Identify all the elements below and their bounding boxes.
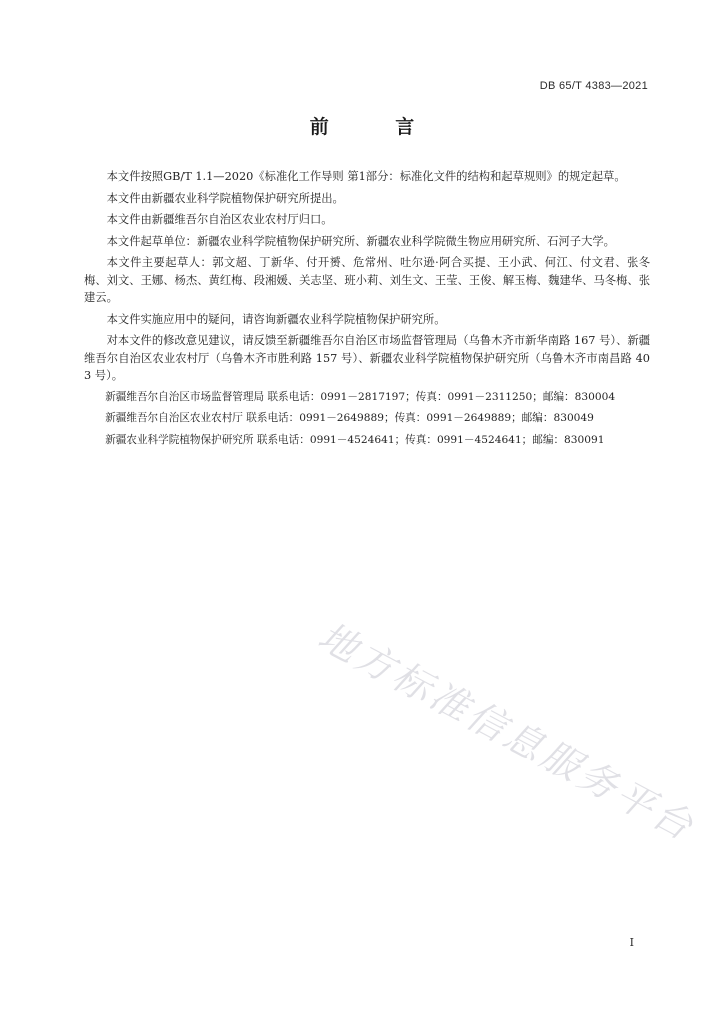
contact-line-agriculture-dept: 新疆维吾尔自治区农业农村厅 联系电话：0991－2649889；传真：0991－2649889；邮编：830049 (105, 412, 594, 424)
page-title: 前 言 (309, 116, 445, 138)
foreword-body (84, 168, 650, 453)
contact-line-market-bureau: 新疆维吾尔自治区市场监督管理局 联系电话：0991－2817197；传真：0991－2311250；邮编：830004 (105, 390, 616, 403)
paragraph-drafters: 本文件主要起草人：郭文超、丁新华、付开赟、危常州、吐尔逊·阿合买提、王小武、何江、付文君、张冬梅、刘文、王娜、杨杰、黄红梅、段湘媛、关志坚、班小莉、刘生文、王莹、王俊、解玉梅、魏建华、马冬梅、张建云。 (84, 256, 650, 304)
page-number: I (629, 936, 634, 949)
contact-line-plant-protection-institute: 新疆农业科学院植物保护研究所 联系电话：0991－4524641；传真：0991－4524641；邮编：830091 (105, 433, 605, 446)
paragraph-drafting-units: 本文件起草单位：新疆农业科学院植物保护研究所、新疆农业科学院微生物应用研究所、石河子大学。 (106, 234, 615, 248)
paragraph-feedback: 对本文件的修改意见建议，请反馈至新疆维吾尔自治区市场监督管理局（乌鲁木齐市新华南路 167 号）、新疆维吾尔自治区农业农村厅（乌鲁木齐市胜利路 157 号）、新疆农业科学院植物保护研究所（乌鲁木齐市南昌路 403 号）。 (84, 334, 650, 382)
paragraph-inquiry: 本文件实施应用中的疑问，请咨询新疆农业科学院植物保护研究所。 (106, 312, 446, 326)
watermark: 地方标准信息服务平台 (311, 613, 703, 850)
paragraph-drafting-rule: 本文件按照GB/T 1.1—2020《标准化工作导则 第1部分：标准化文件的结构和起草规则》的规定起草。 (106, 170, 626, 183)
standard-code: DB 65/T 4383—2021 (539, 80, 648, 92)
paragraph-proposer: 本文件由新疆农业科学院植物保护研究所提出。 (106, 191, 344, 205)
paragraph-centralized-unit: 本文件由新疆维吾尔自治区农业农村厅归口。 (106, 213, 333, 226)
